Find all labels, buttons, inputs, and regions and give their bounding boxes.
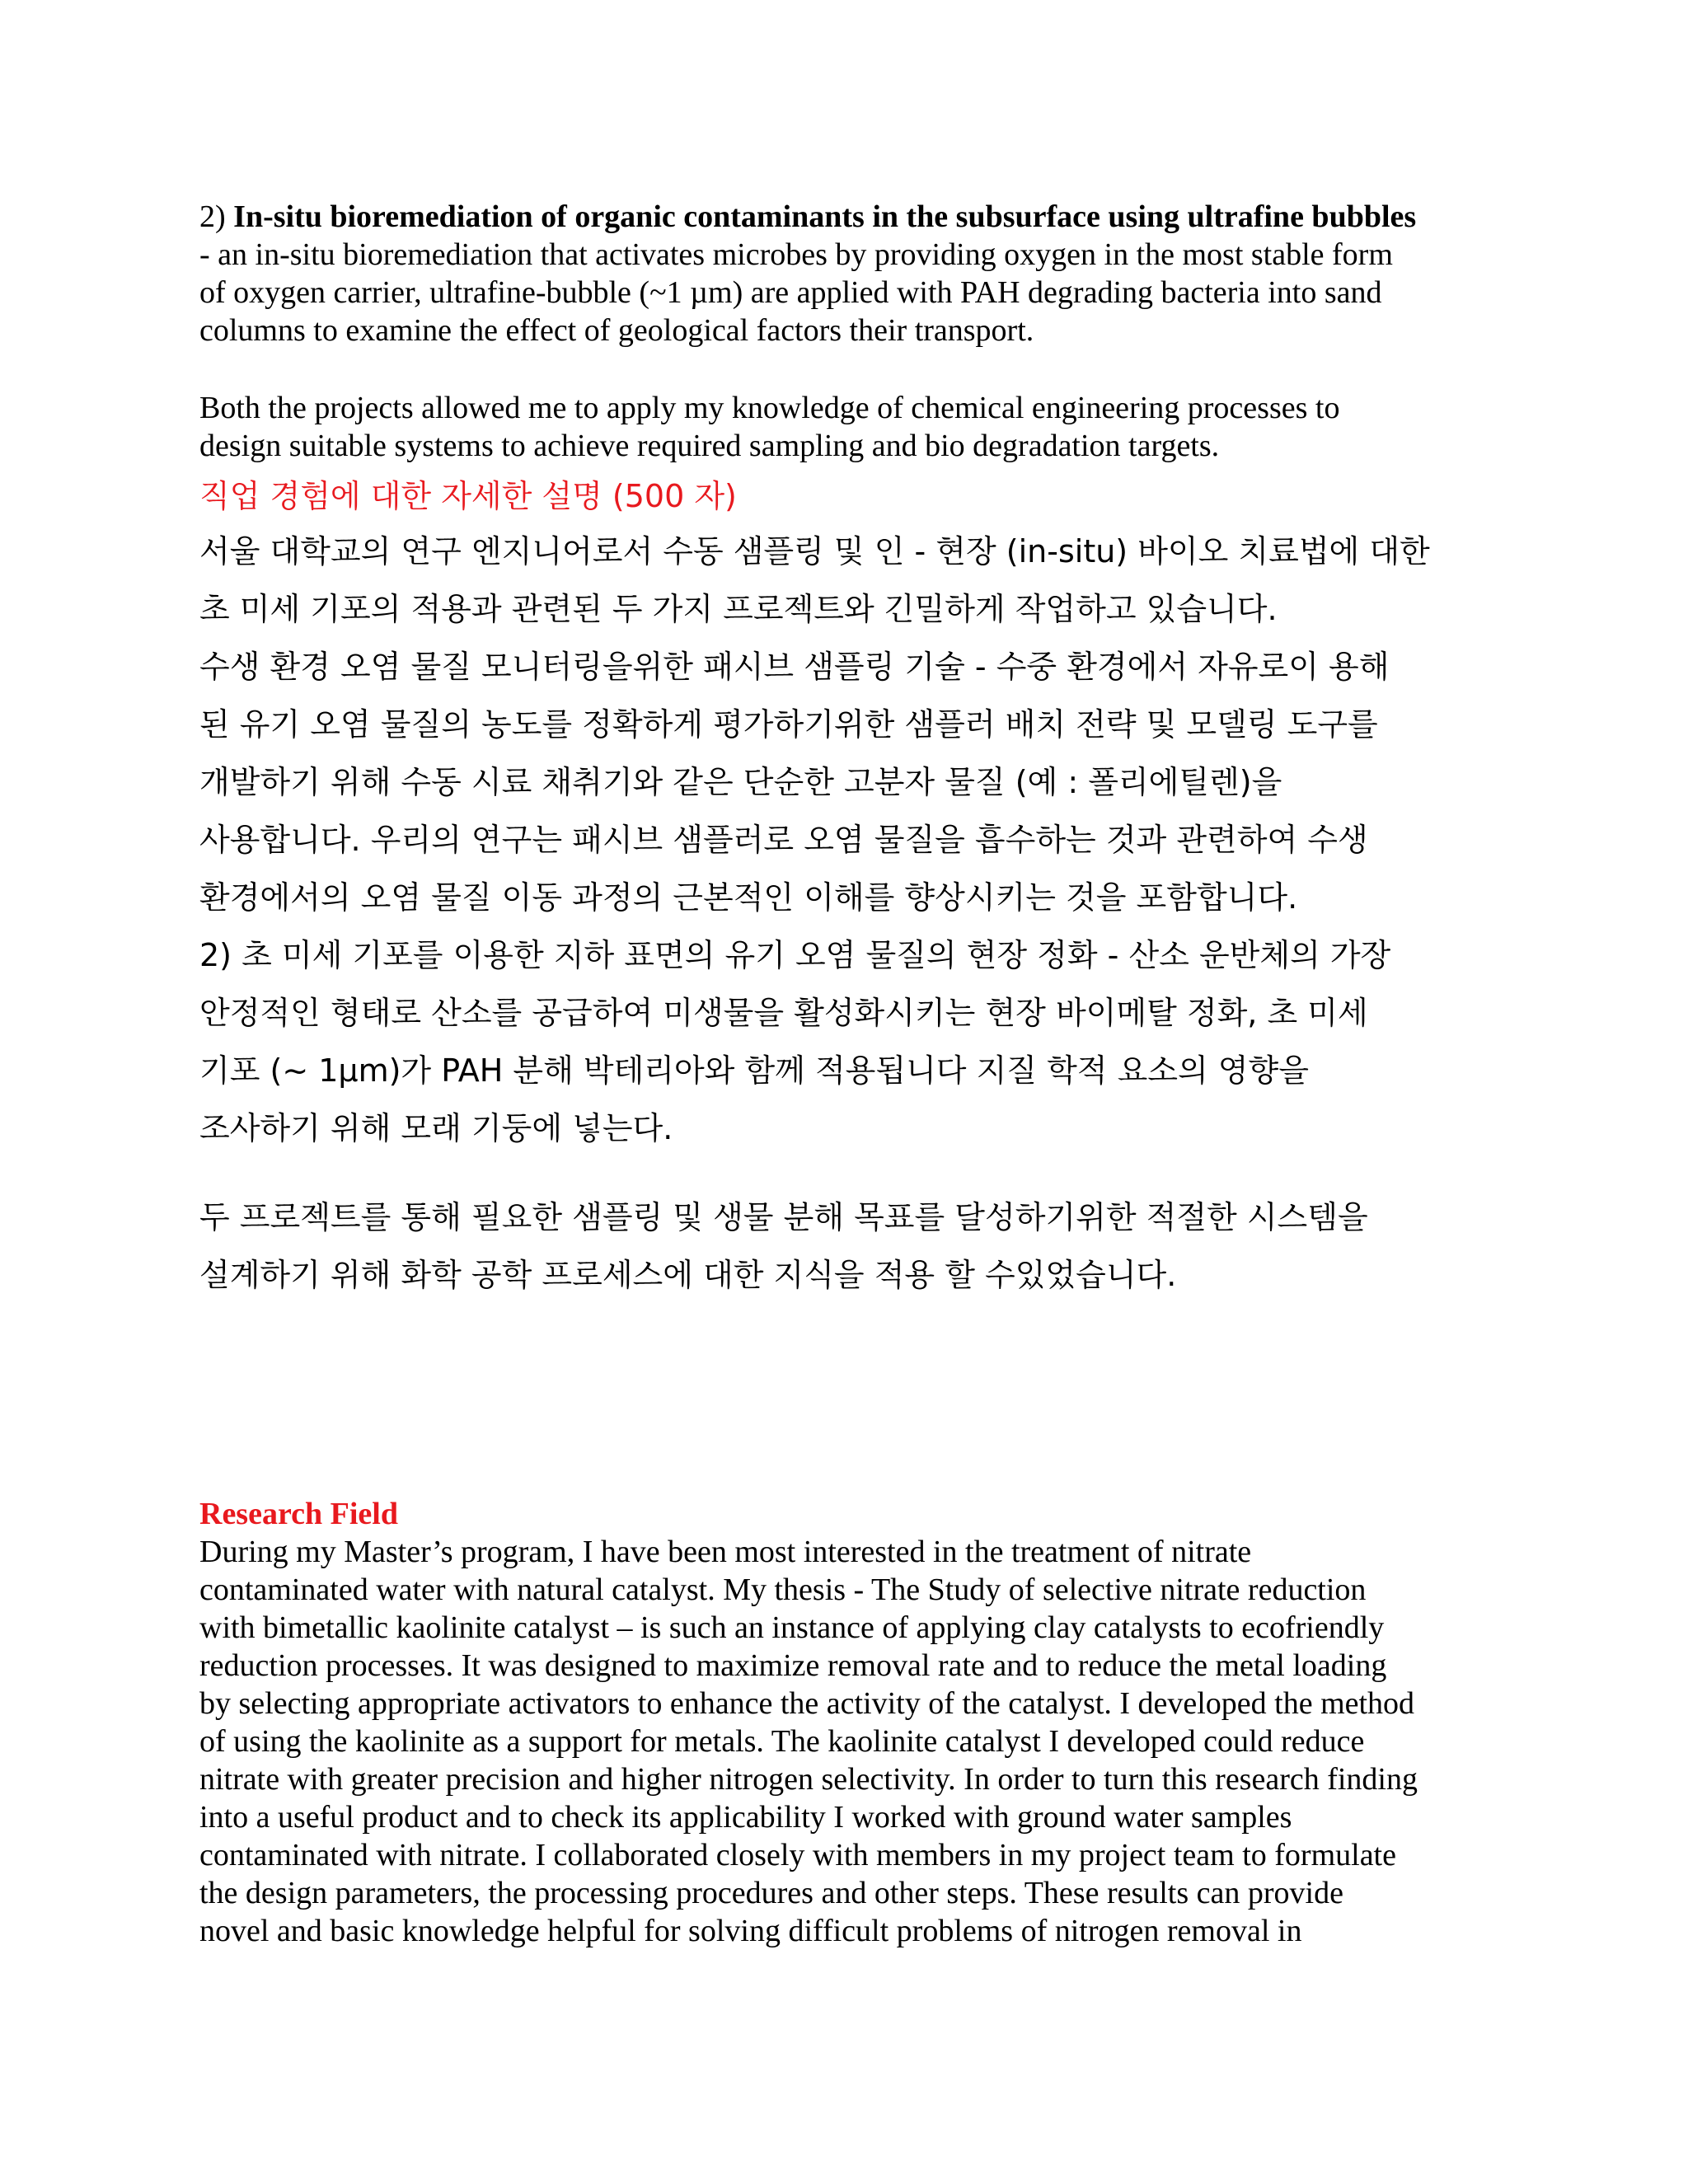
project2-title: In-situ bioremediation of organic contaminants in the subsurface using ultrafine bubbles [233,199,1417,234]
text-line: novel and basic knowledge helpful for solving difficult problems of nitrogen removal in [199,1914,1302,1948]
text-line: 서울 대학교의 연구 엔지니어로서 수동 샘플링 및 인 - 현장 (in-situ) 바이오 치료법에 대한 [199,533,1430,569]
text-line: contaminated with nitrate. I collaborated closely with members in my project team to formulate [199,1838,1396,1872]
text-line: contaminated water with natural catalyst. My thesis - The Study of selective nitrate reduction [199,1572,1367,1607]
text-line: into a useful product and to check its applicability I worked with ground water samples [199,1800,1292,1835]
text-line: 2) 초 미세 기포를 이용한 지하 표면의 유기 오염 물질의 현장 정화 - 산소 운반체의 가장 [199,937,1391,973]
summary-en-paragraph [199,389,1493,465]
text-line: 사용합니다. 우리의 연구는 패시브 샘플러로 오염 물질을 흡수하는 것과 관련하여 수생 [199,822,1368,858]
text-line: Both the projects allowed me to apply my knowledge of chemical engineering processes to [199,391,1340,425]
text-line: 초 미세 기포의 적용과 관련된 두 가지 프로젝트와 긴밀하게 작업하고 있습니다. [199,591,1278,627]
ko-heading-section [199,471,1493,521]
text-line: columns to examine the effect of geological factors their transport. [199,313,1034,348]
text-line: nitrate with greater precision and higher nitrogen selectivity. In order to turn this research finding [199,1762,1418,1797]
text-line: 조사하기 위해 모래 기둥에 넣는다. [199,1110,673,1146]
text-line: design suitable systems to achieve required sampling and bio degradation targets. [199,429,1220,463]
text-line: 개발하기 위해 수동 시료 채취기와 같은 단순한 고분자 물질 (예 : 폴리에틸렌)을 [199,764,1282,800]
ko-body-section [199,523,1493,1157]
ko-body-paragraph [199,523,1493,1157]
research-field-paragraph [199,1533,1493,1950]
research-field-section [199,1495,1493,1950]
text-line: reduction processes. It was designed to maximize removal rate and to reduce the metal loading [199,1648,1387,1683]
project2-number: 2) [199,199,226,234]
text-line: of using the kaolinite as a support for metals. The kaolinite catalyst I developed could reduce [199,1724,1365,1759]
text-line: 된 유기 오염 물질의 농도를 정확하게 평가하기위한 샘플러 배치 전략 및 모델링 도구를 [199,706,1378,743]
ko-summary-section [199,1188,1493,1304]
project2-title-line [199,198,1493,236]
text-line: 환경에서의 오염 물질 이동 과정의 근본적인 이해를 향상시키는 것을 포함합니다. [199,879,1298,916]
text-line: the design parameters, the processing procedures and other steps. These results can provide [199,1876,1343,1910]
text-line: 수생 환경 오염 물질 모니터링을위한 패시브 샘플링 기술 - 수중 환경에서 자유로이 용해 [199,649,1390,685]
text-line: by selecting appropriate activators to enhance the activity of the catalyst. I developed the method [199,1686,1415,1721]
text-line: 설계하기 위해 화학 공학 프로세스에 대한 지식을 적용 할 수있었습니다. [199,1257,1177,1293]
text-line: During my Master’s program, I have been most interested in the treatment of nitrate [199,1535,1252,1569]
text-line: 두 프로젝트를 통해 필요한 샘플링 및 생물 분해 목표를 달성하기위한 적절한 시스템을 [199,1199,1368,1235]
text-line: with bimetallic kaolinite catalyst – is such an instance of applying clay catalysts to ecofriendly [199,1610,1385,1645]
text-line: 안정적인 형태로 산소를 공급하여 미생물을 활성화시키는 현장 바이메탈 정화, 초 미세 [199,995,1368,1031]
project2-paragraph [199,198,1493,349]
text-line: of oxygen carrier, ultrafine-bubble (~1 µm) are applied with PAH degrading bacteria into sand [199,275,1382,310]
summary-en-section [199,389,1493,465]
research-field-title: Research Field [199,1497,398,1531]
ko-summary-paragraph [199,1188,1493,1304]
ko-section-heading: 직업 경험에 대한 자세한 설명 (500 자) [199,478,737,514]
text-line: - an in-situ bioremediation that activates microbes by providing oxygen in the most stable form [199,237,1393,272]
project2-section [199,198,1493,349]
text-line: 기포 (~ 1µm)가 PAH 분해 박테리아와 함께 적용됩니다 지질 학적 요소의 영향을 [199,1052,1309,1089]
